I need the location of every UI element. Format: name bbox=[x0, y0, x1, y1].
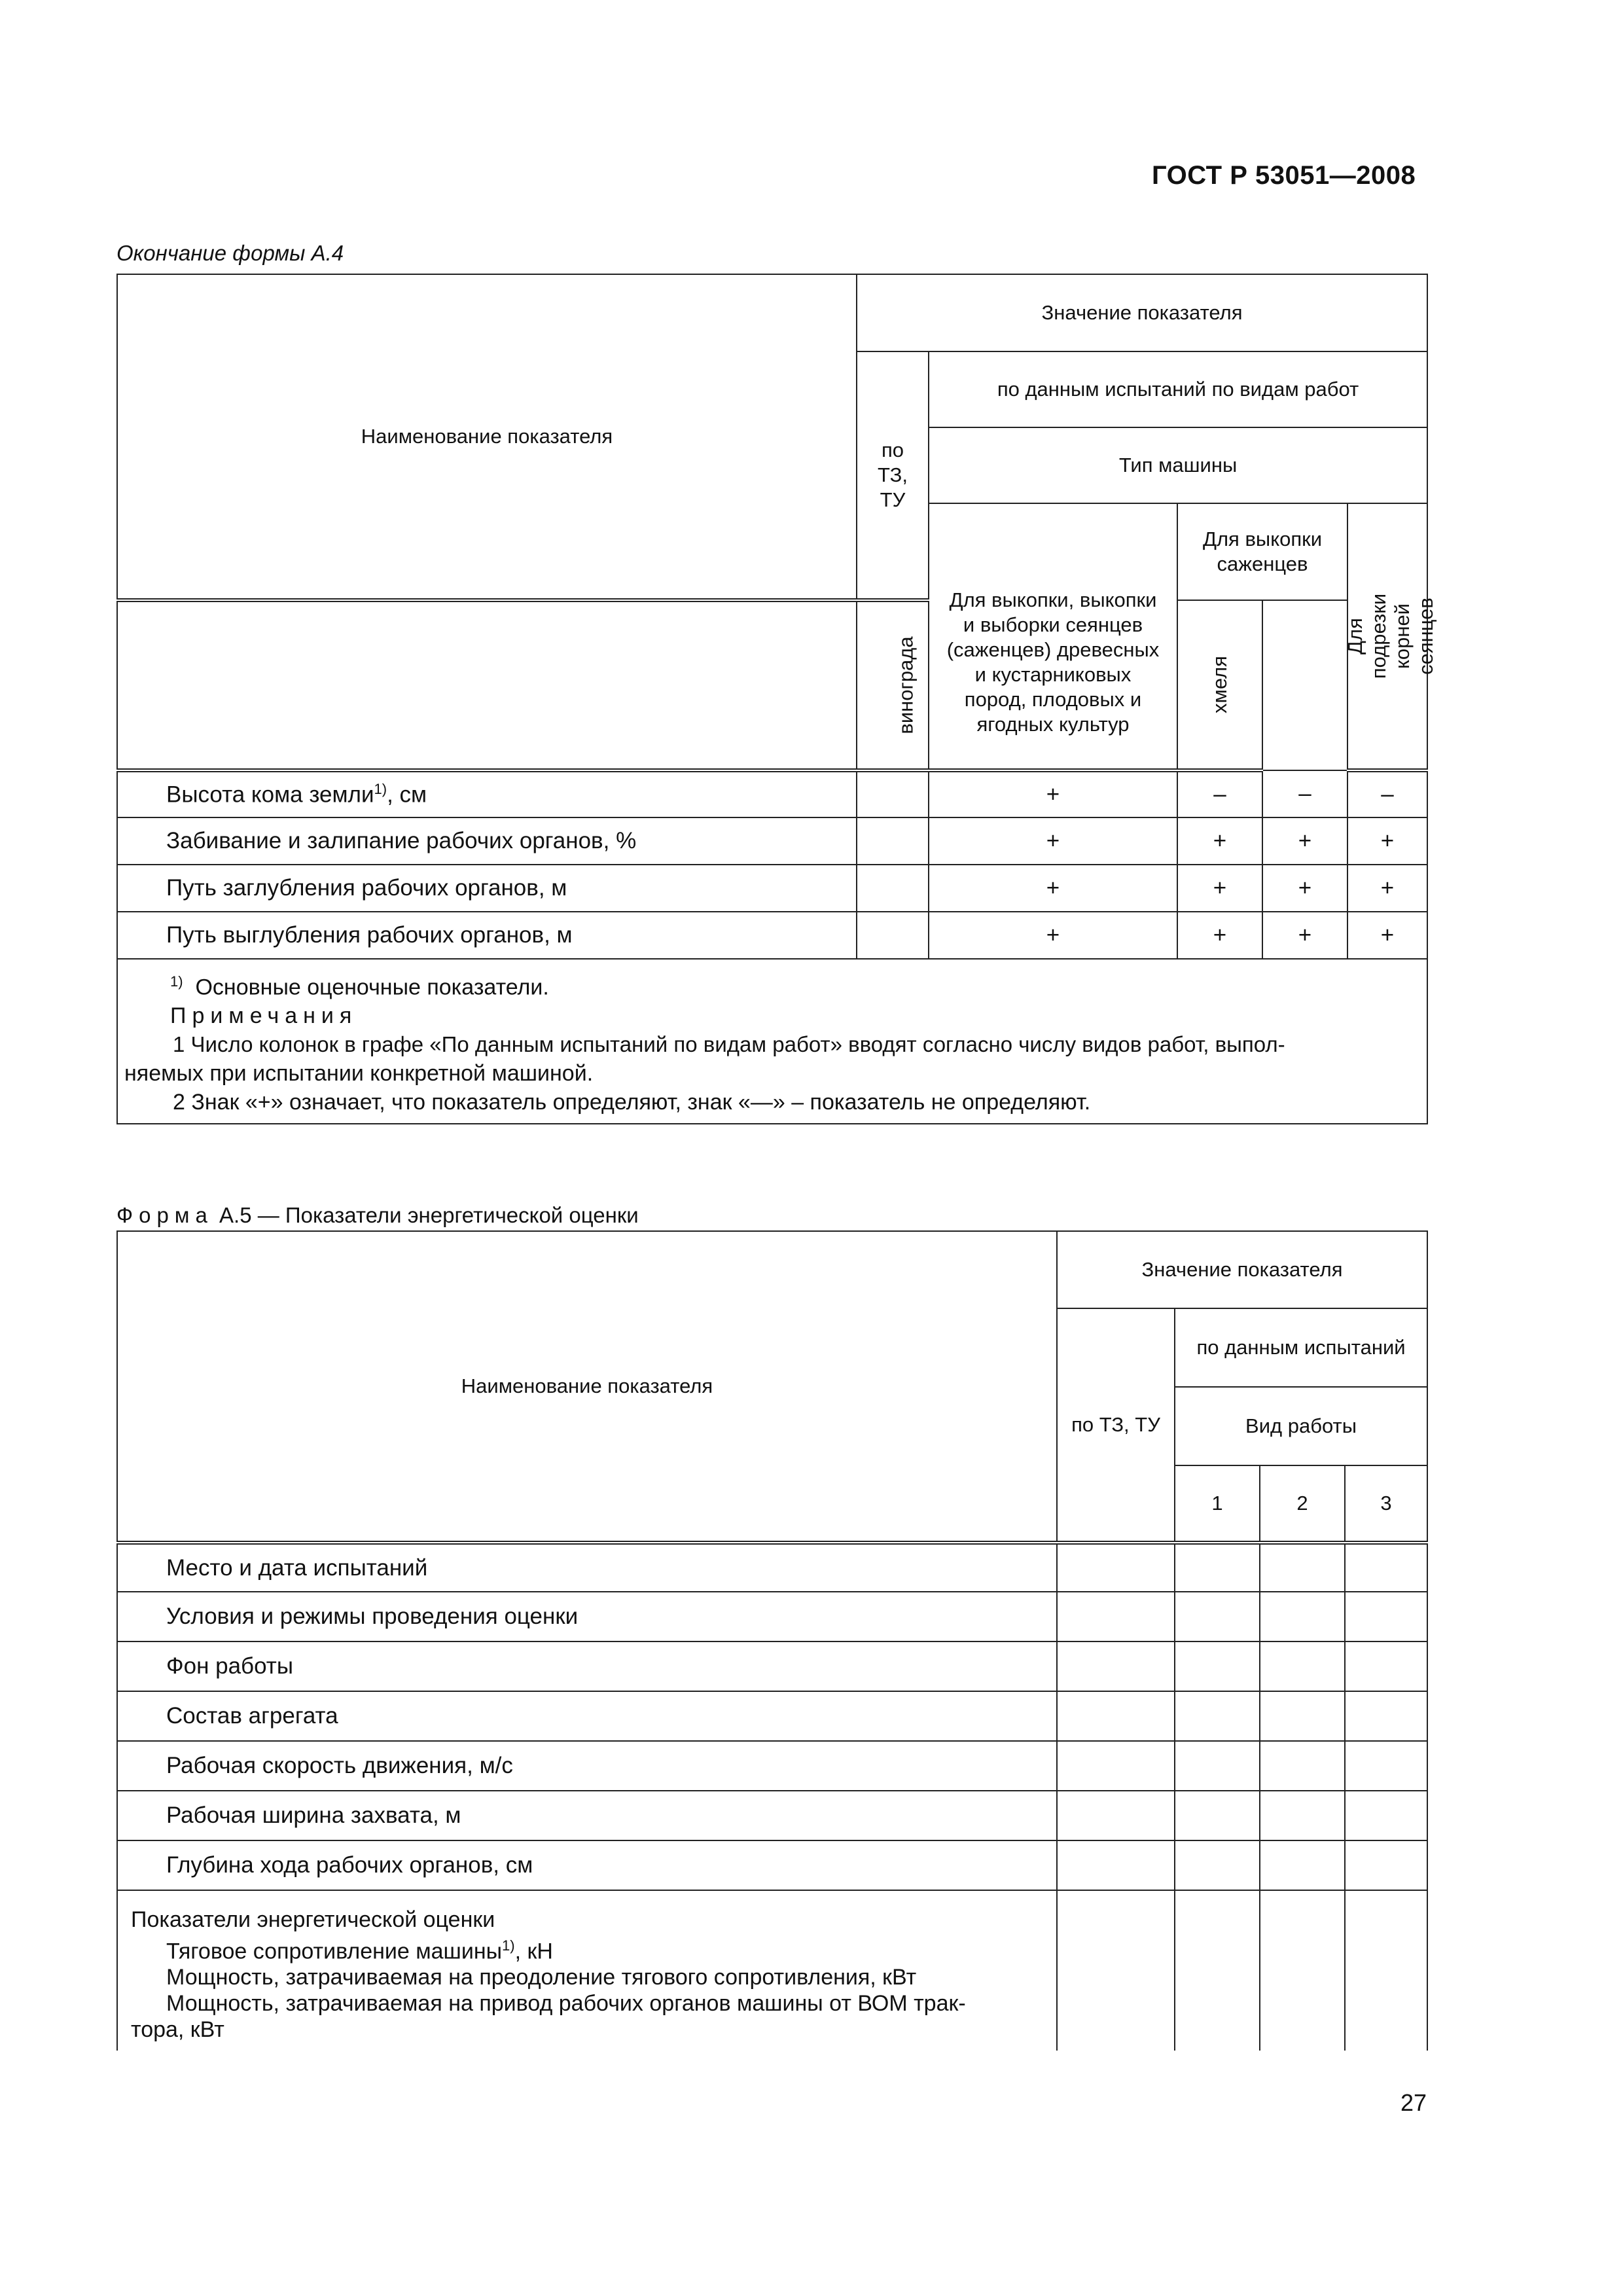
header-col-hop-label: хмеля bbox=[1208, 656, 1231, 713]
row-mark: + bbox=[1177, 817, 1262, 865]
header-col-grape-label: винограда bbox=[894, 636, 918, 734]
table-row bbox=[117, 1592, 1427, 1641]
row-mark: + bbox=[1177, 912, 1262, 959]
table-row bbox=[117, 1840, 1427, 1890]
energy-line-2: Мощность, затрачиваемая на преодоление тягового сопротивления, кВт bbox=[166, 1965, 917, 1990]
header-col-roots-label: Для подрезки корней сеянцев bbox=[1344, 593, 1438, 679]
table-row bbox=[117, 1543, 1427, 1592]
row-mark: + bbox=[1262, 865, 1347, 912]
header-indicator-value: Значение показателя bbox=[857, 274, 1427, 351]
table-a4 bbox=[116, 274, 1438, 1124]
energy-indicators bbox=[117, 1890, 1057, 2051]
table-a5 bbox=[116, 1230, 1428, 2051]
row-mark: + bbox=[1262, 912, 1347, 959]
header-col-grape bbox=[857, 600, 929, 770]
row-label: Рабочая скорость движения, м/с bbox=[117, 1741, 1057, 1791]
row-label: Фон работы bbox=[117, 1641, 1057, 1691]
header-indicator-name: Наименование показателя bbox=[117, 274, 857, 600]
row-mark: – bbox=[1347, 770, 1427, 817]
row-label: Место и дата испытаний bbox=[117, 1543, 1057, 1592]
row-label: Забивание и залипание рабочих органов, % bbox=[117, 817, 857, 865]
header-by-tests: по данным испытаний по видам работ bbox=[929, 351, 1427, 427]
row-label: Глубина хода рабочих органов, см bbox=[117, 1840, 1057, 1890]
table-row bbox=[117, 1890, 1427, 2051]
energy-line-3-continued: тора, кВт bbox=[131, 2017, 224, 2043]
row-label: Высота кома земли$^{1)}$, см bbox=[117, 770, 857, 817]
row-mark: + bbox=[1177, 865, 1262, 912]
table-a4-caption: Окончание формы А.4 bbox=[116, 241, 344, 265]
header-by-spec: по ТЗ, ТУ bbox=[857, 351, 929, 600]
table-row bbox=[117, 1641, 1427, 1691]
table-row bbox=[117, 817, 1427, 865]
header-col-roots bbox=[1344, 503, 1438, 770]
header-work-type: Вид работы bbox=[1175, 1387, 1427, 1465]
row-mark: + bbox=[929, 912, 1177, 959]
row-mark: – bbox=[1177, 770, 1262, 817]
note-2: 2 Знак «+» означает, что показатель определяют, знак «—» – показатель не определяют. bbox=[173, 1090, 1091, 1115]
table-row bbox=[117, 865, 1427, 912]
energy-line-1: Тяговое сопротивление машины$^{1)}$, кН bbox=[166, 1937, 553, 1964]
header-work-3: 3 bbox=[1345, 1465, 1427, 1543]
header-col-seedlings: Для выкопки, выкопки и выборки сеянцев (саженцев) древесных и кустарниковых пород, плодовых и ягодных культур bbox=[929, 503, 1177, 770]
row-label: Условия и режимы проведения оценки bbox=[117, 1592, 1057, 1641]
document-code: ГОСТ Р 53051—2008 bbox=[1152, 161, 1416, 190]
row-mark: – bbox=[1262, 770, 1347, 817]
header-machine-type: Тип машины bbox=[929, 427, 1427, 503]
row-mark: + bbox=[929, 865, 1177, 912]
header-work-1: 1 bbox=[1175, 1465, 1260, 1543]
table-a5-caption: Форма А.5 — Показатели энергетической оценки bbox=[116, 1203, 639, 1227]
header-indicator-value: Значение показателя bbox=[1057, 1231, 1427, 1308]
row-label: Путь выглубления рабочих органов, м bbox=[117, 912, 857, 959]
footnote: $^{1)}$ Основные оценочные показатели. bbox=[170, 973, 549, 1000]
row-mark: + bbox=[1262, 817, 1347, 865]
header-by-spec: по ТЗ, ТУ bbox=[1057, 1308, 1175, 1543]
table-notes bbox=[117, 959, 1427, 1124]
row-label: Рабочая ширина захвата, м bbox=[117, 1791, 1057, 1840]
row-mark: + bbox=[929, 817, 1177, 865]
table-row bbox=[117, 912, 1427, 959]
row-mark: + bbox=[1347, 865, 1427, 912]
row-label: Состав агрегата bbox=[117, 1691, 1057, 1741]
energy-title: Показатели энергетической оценки bbox=[131, 1907, 495, 1932]
header-col-saplings: Для выкопки саженцев bbox=[1177, 503, 1347, 600]
row-mark: + bbox=[1347, 817, 1427, 865]
row-mark: + bbox=[929, 770, 1177, 817]
table-row bbox=[117, 1691, 1427, 1741]
page-number: 27 bbox=[1400, 2089, 1427, 2116]
table-row bbox=[117, 1741, 1427, 1791]
row-label: Путь заглубления рабочих органов, м bbox=[117, 865, 857, 912]
note-1: 1 Число колонок в графе «По данным испытаний по видам работ» вводят согласно числу видов работ, выпол- bbox=[173, 1032, 1285, 1057]
note-1-continued: няемых при испытании конкретной машиной. bbox=[124, 1061, 594, 1086]
notes-title: Примечания bbox=[170, 1003, 358, 1029]
table-row bbox=[117, 770, 1427, 817]
header-col-hop bbox=[1177, 600, 1262, 770]
table-row bbox=[117, 1791, 1427, 1840]
row-mark: + bbox=[1347, 912, 1427, 959]
energy-line-3: Мощность, затрачиваемая на привод рабочих органов машины от ВОМ трак- bbox=[166, 1991, 966, 2017]
header-indicator-name: Наименование показателя bbox=[117, 1231, 1057, 1543]
header-work-2: 2 bbox=[1260, 1465, 1345, 1543]
header-by-tests: по данным испытаний bbox=[1175, 1308, 1427, 1387]
